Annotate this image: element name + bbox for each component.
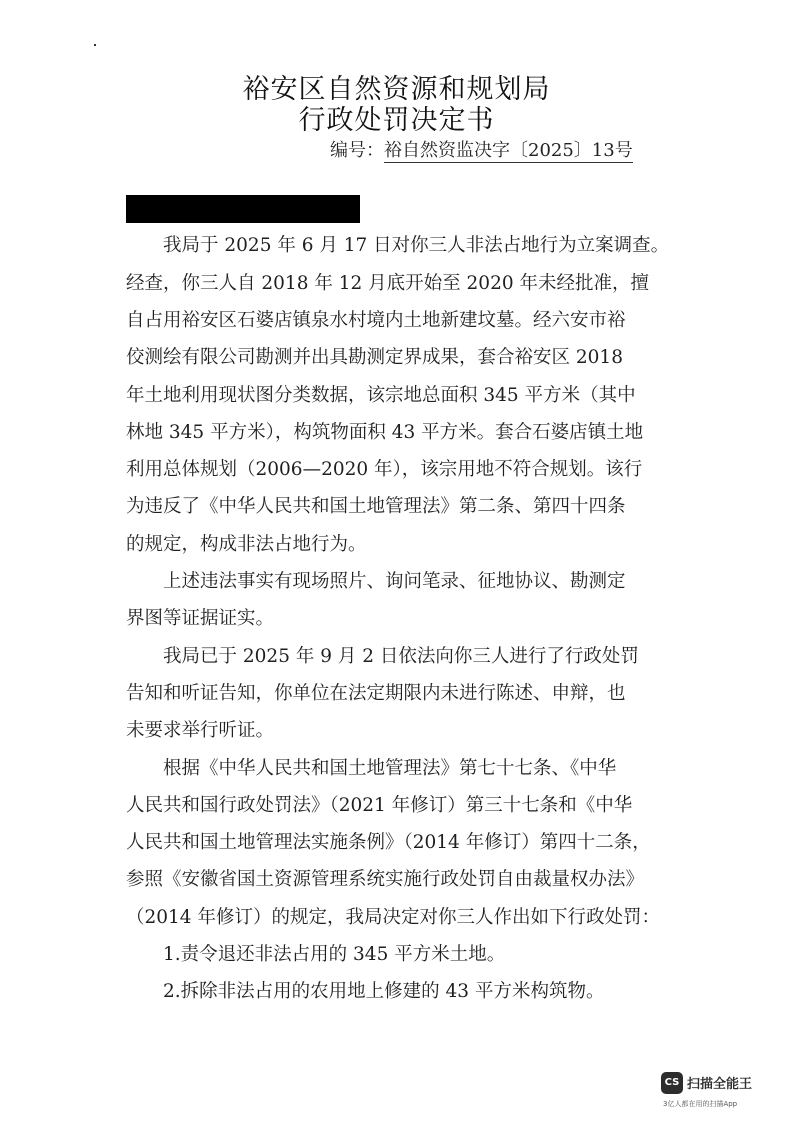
body-line: 人民共和国土地管理法实施条例》（2014 年修订）第四十二条， bbox=[126, 832, 651, 853]
scanner-app-name: 扫描全能王 bbox=[687, 1077, 753, 1092]
body-line: 自占用裕安区石婆店镇泉水村境内土地新建坟墓。经六安市裕 bbox=[126, 310, 626, 331]
body-line: 我局于 2025 年 6 月 17 日对你三人非法占地行为立案调查。 bbox=[126, 235, 670, 256]
body-line: 经查，你三人自 2018 年 12 月底开始至 2020 年未经批准，擅 bbox=[126, 273, 649, 294]
scan-speck bbox=[94, 44, 96, 46]
document-number-value: 裕自然资监决字〔2025〕13号 bbox=[384, 140, 633, 161]
body-line: 告知和听证告知，你单位在法定期限内未进行陈述、申辩，也 bbox=[126, 683, 626, 704]
body-line: 年土地利用现状图分类数据，该宗地总面积 345 平方米（其中 bbox=[126, 385, 636, 406]
scanner-tagline: 3亿人都在用的扫描App bbox=[663, 1100, 738, 1108]
body-line: 上述违法事实有现场照片、询问笔录、征地协议、勘测定 bbox=[126, 571, 626, 592]
scanner-watermark bbox=[661, 1070, 781, 1114]
document-number-label: 编号： bbox=[330, 140, 384, 161]
document-number bbox=[330, 139, 633, 163]
body-line: 为违反了《中华人民共和国土地管理法》第二条、第四十四条 bbox=[126, 496, 626, 517]
body-line: 1.责令退还非法占用的 345 平方米土地。 bbox=[126, 944, 506, 965]
body-line: 人民共和国行政处罚法》（2021 年修订）第三十七条和《中华 bbox=[126, 795, 633, 816]
document-title: 行政处罚决定书 bbox=[298, 105, 495, 136]
body-line: 根据《中华人民共和国土地管理法》第七十七条、《中华 bbox=[126, 758, 617, 779]
body-line: 利用总体规划（2006—2020 年），该宗用地不符合规划。该行 bbox=[126, 459, 643, 480]
body-line: 我局已于 2025 年 9 月 2 日依法向你三人进行了行政处罚 bbox=[126, 646, 639, 667]
body-line: （2014 年修订）的规定，我局决定对你三人作出如下行政处罚： bbox=[126, 907, 660, 928]
body-line: 佼测绘有限公司勘测并出具勘测定界成果，套合裕安区 2018 bbox=[126, 347, 623, 368]
body-line: 2.拆除非法占用的农用地上修建的 43 平方米构筑物。 bbox=[126, 981, 605, 1002]
body-line: 参照《安徽省国土资源管理系统实施行政处罚自由裁量权办法》 bbox=[126, 869, 645, 890]
body-line: 林地 345 平方米），构筑物面积 43 平方米。套合石婆店镇土地 bbox=[126, 422, 644, 443]
scanner-logo-icon: CS bbox=[661, 1072, 683, 1094]
body-line: 未要求举行听证。 bbox=[126, 720, 275, 741]
body-line: 界图等证据证实。 bbox=[126, 608, 275, 629]
document-issuer: 裕安区自然资源和规划局 bbox=[242, 74, 551, 105]
body-line: 的规定，构成非法占地行为。 bbox=[126, 534, 367, 555]
redaction-bar bbox=[126, 195, 360, 223]
